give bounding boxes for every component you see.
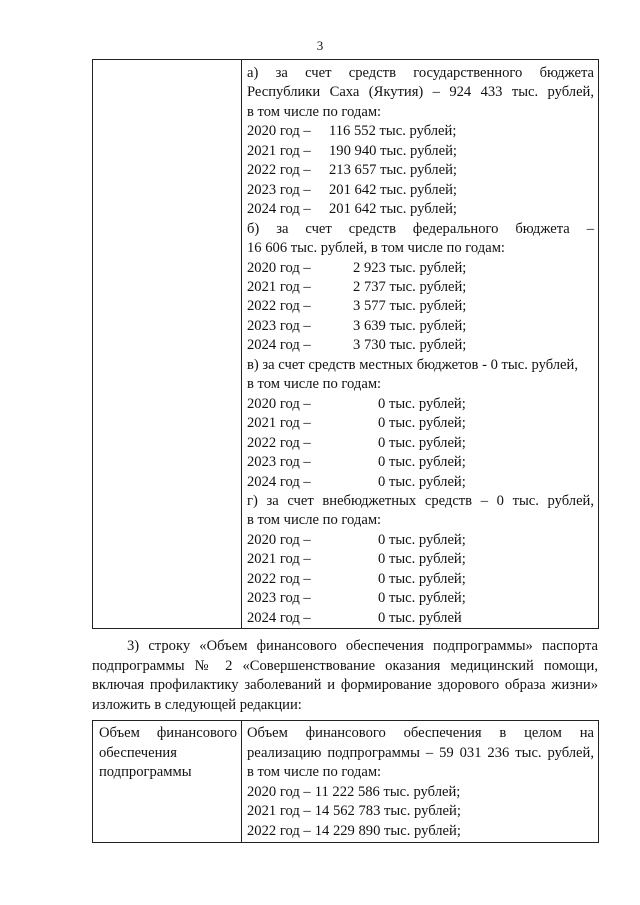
paragraph-line: подпрограммы № 2 «Совершенствование оказания медицинский помощи, [92,657,598,674]
label-line: обеспечения [99,744,177,761]
amount-value: 2 923 тыс. рублей; [353,259,467,276]
year-row [247,570,594,589]
by-years-label: в том числе по годам: [247,512,382,529]
funding-table-continuation [92,59,599,629]
year-label: 2020 год – [247,783,311,800]
year-label: 2022 год – [247,298,311,315]
year-row [247,336,594,355]
amount-value: 0 тыс. рублей [378,609,462,626]
year-row [247,550,594,569]
amount-value: 3 577 тыс. рублей; [353,298,467,315]
state-budget-years [247,122,594,219]
amount-value: 3 639 тыс. рублей; [353,317,467,334]
paragraph-line: изложить в следующей редакции: [92,697,302,714]
year-label: 2021 год – [247,278,311,295]
year-row [247,531,594,550]
year-label: 2021 год – [247,142,311,159]
amount-value: 0 тыс. рублей; [378,395,466,412]
amount-value: 0 тыс. рублей; [378,473,466,490]
total-funding-line1: Объем финансового обеспечения в целом на [247,725,594,741]
amount-value: 0 тыс. рублей; [378,415,466,432]
year-label: 2023 год – [247,317,311,334]
amount-value: 11 222 586 тыс. рублей; [314,783,461,800]
label-line: Объем финансового [99,725,237,741]
label-cell [93,721,242,843]
year-label: 2020 год – [247,531,311,548]
year-label: 2023 год – [247,181,311,198]
paragraph-line: 3) строку «Объем финансового обеспечения подпрограммы» паспорта [127,638,598,654]
by-years-label: в том числе по годам: [247,764,382,781]
year-label: 2024 год – [247,473,311,490]
year-row [247,142,594,161]
amount-value: 190 940 тыс. рублей; [329,142,457,159]
year-row [247,473,594,492]
year-row [247,317,594,336]
label-cell-empty [93,60,242,629]
year-label: 2021 год – [247,803,311,820]
year-label: 2020 год – [247,259,311,276]
year-label: 2023 год – [247,454,311,471]
amount-value: 0 тыс. рублей; [378,434,466,451]
by-years-label: в том числе по годам: [247,103,382,120]
amount-value: 0 тыс. рублей; [378,454,466,471]
label-line: подпрограммы [99,764,192,781]
year-label: 2020 год – [247,395,311,412]
year-row [247,822,594,842]
year-row [247,200,594,219]
amount-value: 0 тыс. рублей; [378,570,466,587]
paragraph-line: включая профилактику заболеваний и формирование здорового образа жизни» [92,677,598,694]
state-budget-text-line1: а) за счет средств государственного бюджета [247,65,594,81]
year-row [247,453,594,472]
year-label: 2022 год – [247,822,311,839]
year-row [247,609,594,628]
total-funding-line2: реализацию подпрограммы – 59 031 236 тыс. рублей, [247,744,594,761]
year-row [247,589,594,608]
amount-value: 14 562 783 тыс. рублей; [314,803,461,820]
amount-value: 14 229 890 тыс. рублей; [314,822,461,839]
amount-value: 0 тыс. рублей; [378,551,466,568]
by-years-label: в том числе по годам: [247,376,382,393]
total-funding-years [247,783,594,842]
year-label: 2022 год – [247,570,311,587]
extrabudgetary-years [247,531,594,628]
year-label: 2024 год – [247,201,311,218]
federal-budget-text-line1: б) за счет средств федерального бюджета – [247,220,594,237]
content-cell [242,60,599,629]
amount-value: 2 737 тыс. рублей; [353,278,467,295]
local-budget-years [247,395,594,492]
year-row [247,395,594,414]
amount-value: 116 552 тыс. рублей; [329,123,457,140]
year-row [247,434,594,453]
year-row [247,259,594,278]
content-cell [242,721,599,843]
year-row [247,122,594,141]
year-label: 2023 год – [247,590,311,607]
federal-budget-text-line2: 16 606 тыс. рублей, в том числе по годам: [247,240,505,257]
amount-value: 201 642 тыс. рублей; [329,201,457,218]
year-row [247,297,594,316]
local-budget-text: в) за счет средств местных бюджетов - 0 тыс. рублей, [247,356,578,373]
year-label: 2022 год – [247,434,311,451]
amount-value: 3 730 тыс. рублей; [353,337,467,354]
funding-table-new [92,720,599,843]
amendment-paragraph [92,637,598,716]
amount-value: 0 тыс. рублей; [378,590,466,607]
year-row [247,161,594,180]
year-row [247,783,594,803]
year-label: 2021 год – [247,551,311,568]
year-label: 2024 год – [247,337,311,354]
federal-budget-years [247,259,594,356]
year-label: 2024 год – [247,609,311,626]
year-row [247,181,594,200]
extrabudgetary-text: г) за счет внебюджетных средств – 0 тыс. рублей, [247,492,594,509]
amount-value: 201 642 тыс. рублей; [329,181,457,198]
year-row [247,278,594,297]
year-label: 2020 год – [247,123,311,140]
year-label: 2022 год – [247,162,311,179]
state-budget-text-line2: Республики Саха (Якутия) – 924 433 тыс. рублей, [247,84,594,101]
amount-value: 213 657 тыс. рублей; [329,162,457,179]
year-row [247,414,594,433]
page-number: 3 [316,38,324,53]
year-label: 2021 год – [247,415,311,432]
year-row [247,802,594,822]
amount-value: 0 тыс. рублей; [378,531,466,548]
